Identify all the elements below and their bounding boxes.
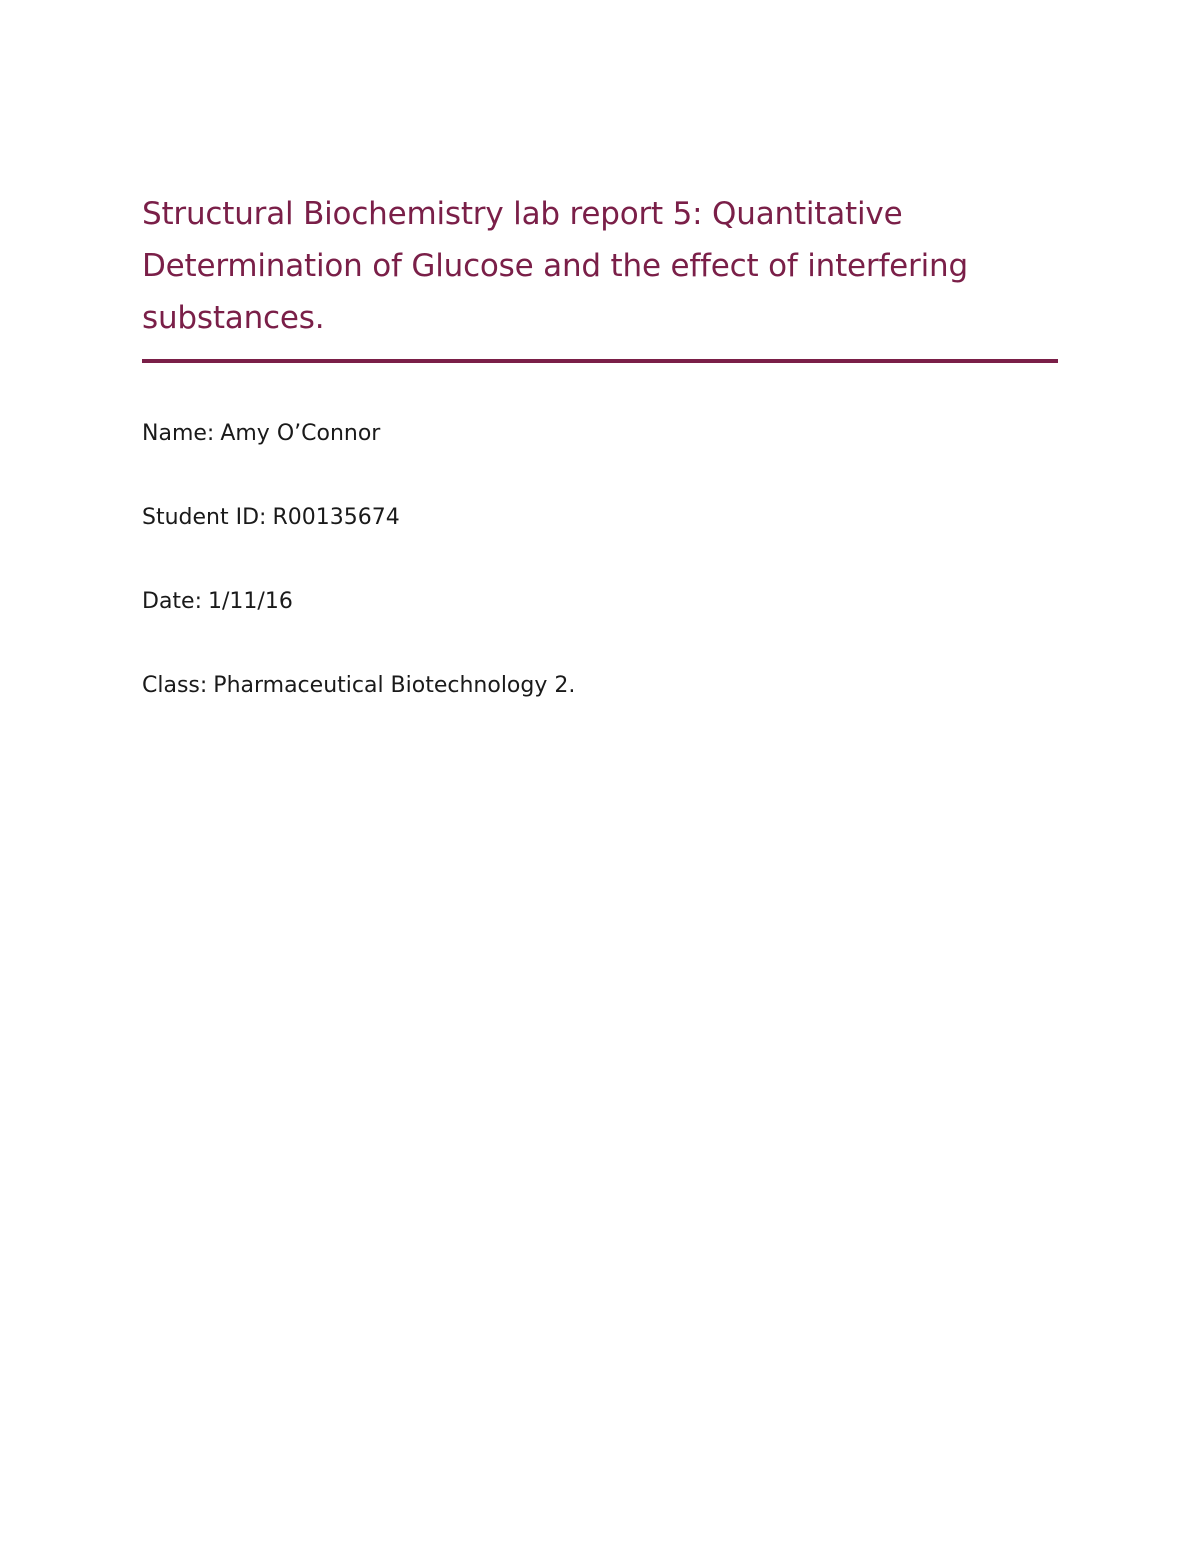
student-id-label: Student ID: (142, 505, 267, 530)
title-divider (142, 359, 1058, 363)
class-line (142, 668, 575, 704)
date-value: 1/11/16 (208, 589, 293, 614)
title-block (142, 188, 1058, 344)
class-value: Pharmaceutical Biotechnology 2. (213, 673, 576, 698)
student-info-list (142, 416, 575, 752)
date-label: Date: (142, 589, 202, 614)
name-label: Name: (142, 421, 215, 446)
name-value: Amy O’Connor (220, 421, 381, 446)
student-id-line (142, 500, 575, 536)
document-title: Structural Biochemistry lab report 5: Quantitative Determination of Glucose and the effect of interfering substances. (142, 196, 968, 336)
name-line (142, 416, 575, 452)
date-line (142, 584, 575, 620)
student-id-value: R00135674 (272, 505, 400, 530)
class-label: Class: (142, 673, 208, 698)
